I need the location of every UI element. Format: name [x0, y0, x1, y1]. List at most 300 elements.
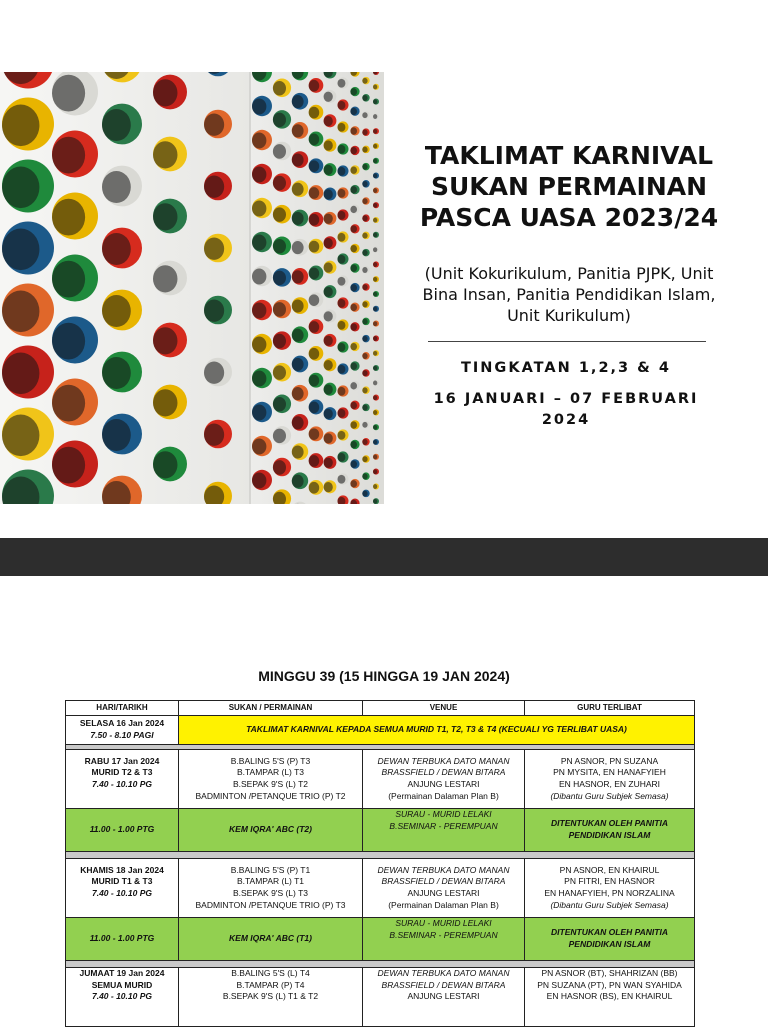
teacher-item: (Dibantu Guru Subjek Semasa) — [527, 791, 692, 803]
divider-line — [428, 341, 706, 342]
venue-item: SURAU - MURID LELAKI — [365, 918, 522, 930]
teacher-item: EN HASNOR, EN ZUHARI — [527, 779, 692, 791]
wall-hole-shadow — [52, 199, 85, 236]
wall-hole-shadow — [309, 294, 320, 306]
wall-hole-shadow — [292, 212, 304, 225]
dotted-wall-photo — [0, 72, 384, 504]
wall-hole-shadow — [373, 99, 377, 104]
wall-hole-shadow — [362, 112, 367, 118]
slide-separator-band — [0, 538, 768, 576]
title-line: PASCA UASA 2023/24 — [394, 202, 744, 233]
sports-cell — [179, 859, 363, 918]
day-label: KHAMIS 18 Jan 2024 — [68, 865, 176, 877]
day-label: RABU 17 Jan 2024 — [68, 756, 176, 768]
wall-hole-shadow — [338, 145, 346, 154]
wall-hole-shadow — [292, 95, 304, 108]
wall-hole-shadow — [338, 475, 346, 484]
wall-hole-shadow — [273, 429, 286, 444]
wall-hole-shadow — [373, 366, 377, 371]
wall-hole-shadow — [350, 167, 357, 174]
wall-hole-shadow — [204, 238, 224, 260]
teacher-item: EN HASNOR (BS), EN KHAIRUL — [527, 991, 692, 1003]
wall-hole-shadow — [292, 445, 304, 458]
venue-item: DEWAN TERBUKA DATO MANAN — [365, 968, 522, 980]
wall-hole-shadow — [102, 171, 131, 203]
venue-item: ANJUNG LESTARI — [365, 888, 522, 900]
wall-hole-shadow — [273, 302, 286, 317]
wall-hole-shadow — [252, 235, 266, 251]
wall-hole-shadow — [153, 451, 177, 478]
wall-hole-shadow — [373, 247, 377, 252]
sport-item: BADMINTON /PETANQUE TRIO (P) T3 — [181, 900, 360, 912]
wall-hole-shadow — [52, 323, 85, 360]
wall-hole-shadow — [324, 262, 333, 272]
wall-hole-shadow — [292, 270, 304, 283]
venue-cell — [363, 859, 525, 918]
table-row — [66, 968, 695, 1027]
table-row — [66, 859, 695, 918]
wall-hole-shadow — [324, 214, 333, 224]
title-line: SUKAN PERMAINAN — [394, 171, 744, 202]
wall-hole-shadow — [362, 353, 367, 359]
header-cell: HARI/TARIKH — [66, 701, 179, 716]
wall-hole-shadow — [324, 384, 333, 394]
wall-hole-shadow — [362, 473, 367, 479]
wall-hole-shadow — [52, 75, 85, 112]
wall-hole-shadow — [204, 424, 224, 446]
wall-hole-shadow — [273, 271, 286, 286]
wall-hole-shadow — [2, 415, 39, 457]
sports-cell — [179, 968, 363, 1027]
wall-hole-shadow — [204, 114, 224, 136]
teacher-item: PN ASNOR (BT), SHAHRIZAN (BB) — [527, 968, 692, 980]
wall-hole-shadow — [309, 375, 320, 387]
wall-hole-shadow — [292, 329, 304, 342]
wall-hole-shadow — [362, 284, 367, 290]
wall-hole-shadow — [52, 261, 85, 298]
tingkatan-label: TINGKATAN 1,2,3 & 4 — [416, 358, 716, 379]
wall-hole-shadow — [350, 147, 357, 154]
venue-cell — [363, 809, 525, 852]
wall-hole-shadow — [309, 268, 320, 280]
teacher-cell — [525, 968, 695, 1027]
wall-hole-shadow — [350, 441, 357, 448]
table-row — [66, 716, 695, 745]
venue-item: (Permainan Dalaman Plan B) — [365, 900, 522, 912]
table-row — [66, 750, 695, 809]
wall-hole-shadow — [292, 241, 304, 254]
wall-hole-shadow — [350, 186, 357, 193]
subtitle-line: (Unit Kokurikulum, Panitia PJPK, Unit — [394, 263, 744, 284]
wall-hole-shadow — [350, 88, 357, 95]
wall-hole-shadow — [350, 206, 357, 213]
wall-hole-shadow — [153, 389, 177, 416]
wall-hole-shadow — [362, 129, 367, 135]
wall-hole-shadow — [338, 101, 346, 110]
wall-hole-shadow — [52, 137, 85, 174]
date-line: 2024 — [416, 410, 716, 431]
wall-hole-shadow — [324, 458, 333, 468]
wall-hole-shadow — [273, 239, 286, 254]
wall-hole-shadow — [324, 189, 333, 199]
wall-hole-shadow — [350, 127, 357, 134]
wall-hole-shadow — [338, 299, 346, 308]
wall-hole-shadow — [2, 353, 39, 395]
group-label: SEMUA MURID — [68, 980, 176, 992]
day-cell — [66, 968, 179, 1027]
schedule-slide — [0, 576, 768, 1024]
title-block — [394, 140, 744, 326]
wall-hole-shadow — [252, 269, 266, 285]
schedule-table — [65, 700, 695, 1027]
wall-hole-shadow — [102, 357, 131, 389]
wall-hole-shadow — [338, 321, 346, 330]
wall-hole-shadow — [309, 402, 320, 414]
wall-hole-shadow — [324, 287, 333, 297]
sport-item: B.TAMPAR (L) T1 — [181, 876, 360, 888]
wall-hole-shadow — [362, 250, 367, 256]
subtitle-line: Bina Insan, Panitia Pendidikan Islam, — [394, 284, 744, 305]
table-header-row — [66, 701, 695, 716]
wall-hole-shadow — [102, 233, 131, 265]
wall-hole-shadow — [350, 343, 357, 350]
wall-hole-shadow — [309, 80, 320, 92]
sport-item: B.BALING 5'S (L) T4 — [181, 968, 360, 980]
venue-item: DEWAN TERBUKA DATO MANAN — [365, 756, 522, 768]
wall-hole-shadow — [153, 203, 177, 230]
wall-hole-shadow — [350, 382, 357, 389]
teacher-item: (Dibantu Guru Subjek Semasa) — [527, 900, 692, 912]
wall-hole-shadow — [350, 245, 357, 252]
wall-hole-shadow — [373, 499, 377, 504]
date-range — [416, 389, 716, 431]
wall-hole-shadow — [292, 124, 304, 137]
row-separator — [66, 852, 695, 859]
teacher-cell — [525, 750, 695, 809]
wall-hole-shadow — [373, 336, 377, 341]
wall-hole-shadow — [204, 176, 224, 198]
wall-hole-shadow — [373, 410, 377, 415]
wall-hole-shadow — [338, 277, 346, 286]
wall-hole-shadow — [252, 303, 266, 319]
wall-hole-shadow — [362, 267, 367, 273]
wall-hole-shadow — [350, 225, 357, 232]
wall-hole-shadow — [309, 134, 320, 146]
wall-hole-shadow — [338, 387, 346, 396]
wall-hole-shadow — [204, 362, 224, 384]
venue-item: BRASSFIELD / DEWAN BITARA — [365, 876, 522, 888]
wall-hole-shadow — [362, 405, 367, 411]
wall-hole-shadow — [373, 307, 377, 312]
wall-hole-shadow — [324, 92, 333, 102]
sport-item: BADMINTON /PETANQUE TRIO (P) T2 — [181, 791, 360, 803]
teacher-cell — [525, 809, 695, 852]
wall-hole-shadow — [324, 165, 333, 175]
teacher-item: PN MYSITA, EN HANAFYIEH — [527, 767, 692, 779]
wall-hole-shadow — [362, 301, 367, 307]
wall-hole-shadow — [373, 203, 377, 208]
wall-hole-shadow — [362, 198, 367, 204]
wall-hole-shadow — [324, 336, 333, 346]
table-row — [66, 918, 695, 961]
wall-hole-shadow — [350, 461, 357, 468]
wall-hole-shadow — [362, 336, 367, 342]
group-label: MURID T2 & T3 — [68, 767, 176, 779]
wall-hole-shadow — [252, 371, 266, 387]
group-label: MURID T1 & T3 — [68, 876, 176, 888]
wall-hole-shadow — [373, 144, 377, 149]
wall-hole-shadow — [350, 323, 357, 330]
wall-hole-shadow — [2, 105, 39, 147]
time-label: 7.40 - 10.10 PG — [68, 991, 176, 1003]
sport-item: B.SEPAK 9'S (L) T3 — [181, 888, 360, 900]
time-cell: 11.00 - 1.00 PTG — [66, 918, 179, 961]
wall-hole-shadow — [350, 421, 357, 428]
wall-hole-shadow — [102, 109, 131, 141]
wall-hole-shadow — [153, 79, 177, 106]
time-label: 7.50 - 8.10 PAGI — [68, 730, 176, 742]
wall-hole-shadow — [309, 482, 320, 494]
teacher-cell — [525, 859, 695, 918]
wall-hole-shadow — [273, 460, 286, 475]
subtitle-line: Unit Kurikulum) — [394, 305, 744, 326]
wall-hole-shadow — [362, 95, 367, 101]
venue-cell — [363, 918, 525, 961]
wall-hole-shadow — [338, 211, 346, 220]
sport-item: B.TAMPAR (L) T3 — [181, 767, 360, 779]
wall-hole-shadow — [153, 265, 177, 292]
venue-item: ANJUNG LESTARI — [365, 991, 522, 1003]
wall-hole-shadow — [350, 284, 357, 291]
teacher-item: DITENTUKAN OLEH PANITIA — [527, 927, 692, 939]
wall-hole-shadow — [338, 431, 346, 440]
wall-hole-shadow — [338, 233, 346, 242]
wall-hole-shadow — [309, 187, 320, 199]
wall-hole-shadow — [52, 447, 85, 484]
wall-hole-shadow — [373, 351, 377, 356]
wall-hole-shadow — [252, 167, 266, 183]
wall-hole-shadow — [338, 189, 346, 198]
time-cell: 11.00 - 1.00 PTG — [66, 809, 179, 852]
wall-hole-shadow — [373, 425, 377, 430]
wall-hole-shadow — [350, 363, 357, 370]
wall-hole-shadow — [362, 439, 367, 445]
wall-hole-shadow — [362, 147, 367, 153]
teacher-item: PN ASNOR, PN SUZANA — [527, 756, 692, 768]
organizers-subtitle — [394, 263, 744, 326]
wall-hole-shadow — [324, 482, 333, 492]
venue-cell — [363, 968, 525, 1027]
activity-cell: KEM IQRA' ABC (T2) — [179, 809, 363, 852]
wall-hole-shadow — [252, 133, 266, 149]
wall-hole-shadow — [362, 78, 367, 84]
wall-hole-shadow — [338, 255, 346, 264]
wall-hole-shadow — [273, 144, 286, 159]
wall-hole-shadow — [309, 348, 320, 360]
teacher-item: PN SUZANA (PT), PN WAN SYAHIDA — [527, 980, 692, 992]
wall-hole-shadow — [373, 277, 377, 282]
wall-hole-shadow — [324, 433, 333, 443]
wall-hole-shadow — [373, 218, 377, 223]
day-label: JUMAAT 19 Jan 2024 — [68, 968, 176, 980]
activity-cell: KEM IQRA' ABC (T1) — [179, 918, 363, 961]
wall-hole-shadow — [324, 140, 333, 150]
teacher-item: PN ASNOR, EN KHAIRUL — [527, 865, 692, 877]
wall-hole-shadow — [273, 397, 286, 412]
wall-hole-shadow — [153, 141, 177, 168]
week-title: MINGGU 39 (15 HINGGA 19 JAN 2024) — [0, 668, 768, 684]
presentation-title — [394, 140, 744, 233]
wall-hole-shadow — [324, 360, 333, 370]
date-line: 16 JANUARI – 07 FEBRUARI — [416, 389, 716, 410]
venue-item: B.SEMINAR - PEREMPUAN — [365, 821, 522, 833]
wall-hole-shadow — [373, 455, 377, 460]
day-cell — [66, 750, 179, 809]
wall-hole-shadow — [373, 395, 377, 400]
wall-hole-shadow — [292, 183, 304, 196]
venue-item: BRASSFIELD / DEWAN BITARA — [365, 767, 522, 779]
venue-item: DEWAN TERBUKA DATO MANAN — [365, 865, 522, 877]
wall-hole-shadow — [373, 85, 377, 90]
wall-hole-shadow — [102, 295, 131, 327]
wall-hole-shadow — [252, 439, 266, 455]
wall-hole-shadow — [338, 365, 346, 374]
wall-hole-shadow — [362, 319, 367, 325]
time-label: 7.40 - 10.10 PG — [68, 779, 176, 791]
sport-item: B.SEPAK 9'S (L) T1 & T2 — [181, 991, 360, 1003]
wall-hole-shadow — [362, 491, 367, 497]
wall-hole-shadow — [338, 79, 346, 88]
wall-hole-shadow — [373, 233, 377, 238]
wall-hole-shadow — [373, 469, 377, 474]
wall-hole-shadow — [309, 321, 320, 333]
wall-hole-shadow — [362, 164, 367, 170]
wall-hole-shadow — [309, 160, 320, 172]
wall-hole-shadow — [2, 291, 39, 333]
row-separator — [66, 961, 695, 968]
wall-hole-shadow — [324, 311, 333, 321]
wall-hole-shadow — [2, 167, 39, 209]
day-label: SELASA 16 Jan 2024 — [68, 718, 176, 730]
wall-hole-shadow — [324, 116, 333, 126]
teacher-item: PN FITRI, EN HASNOR — [527, 876, 692, 888]
wall-hole-shadow — [338, 409, 346, 418]
sport-item: B.TAMPAR (P) T4 — [181, 980, 360, 992]
time-label: 7.40 - 10.10 PG — [68, 888, 176, 900]
wall-hole-shadow — [338, 123, 346, 132]
wall-hole-shadow — [252, 405, 266, 421]
venue-item: B.SEMINAR - PEREMPUAN — [365, 930, 522, 942]
briefing-note: TAKLIMAT KARNIVAL KEPADA SEMUA MURID T1, T2, T3 & T4 (KECUALI YG TERLIBAT UASA) — [179, 716, 695, 745]
wall-hole-shadow — [350, 304, 357, 311]
wall-hole-shadow — [373, 292, 377, 297]
wall-hole-shadow — [373, 381, 377, 386]
venue-cell — [363, 750, 525, 809]
wall-hole-shadow — [350, 480, 357, 487]
wall-hole-shadow — [252, 99, 266, 115]
teacher-item: PENDIDIKAN ISLAM — [527, 939, 692, 951]
teacher-item: EN HANAFYIEH, PN NORZALINA — [527, 888, 692, 900]
wall-hole-shadow — [252, 473, 266, 489]
wall-hole-shadow — [309, 428, 320, 440]
wall-hole-shadow — [273, 365, 286, 380]
wall-hole-shadow — [292, 358, 304, 371]
wall-hole-shadow — [309, 241, 320, 253]
table-row — [66, 809, 695, 852]
venue-item: SURAU - MURID LELAKI — [365, 809, 522, 821]
wall-hole-shadow — [252, 201, 266, 217]
wall-hole-shadow — [373, 321, 377, 326]
wall-hole-shadow — [362, 422, 367, 428]
wall-hole-shadow — [324, 409, 333, 419]
wall-hole-shadow — [362, 181, 367, 187]
sport-item: B.BALING 5'S (P) T3 — [181, 756, 360, 768]
wall-hole-shadow — [153, 327, 177, 354]
wall-hole-shadow — [373, 114, 377, 119]
wall-hole-shadow — [273, 176, 286, 191]
wall-hole-shadow — [373, 484, 377, 489]
title-line: TAKLIMAT KARNIVAL — [394, 140, 744, 171]
wall-hole-shadow — [350, 265, 357, 272]
wall-hole-shadow — [350, 402, 357, 409]
sports-cell — [179, 750, 363, 809]
wall-hole-shadow — [273, 113, 286, 128]
day-cell — [66, 716, 179, 745]
teacher-cell — [525, 918, 695, 961]
wall-hole-shadow — [102, 419, 131, 451]
wall-hole-shadow — [350, 108, 357, 115]
wall-hole-shadow — [373, 173, 377, 178]
teacher-item: DITENTUKAN OLEH PANITIA — [527, 818, 692, 830]
sport-item: B.SEPAK 9'S (L) T2 — [181, 779, 360, 791]
venue-item: ANJUNG LESTARI — [365, 779, 522, 791]
wall-hole-shadow — [362, 233, 367, 239]
wall-hole-shadow — [52, 385, 85, 422]
wall-hole-shadow — [292, 153, 304, 166]
header-cell: SUKAN / PERMAINAN — [179, 701, 363, 716]
wall-hole-shadow — [252, 337, 266, 353]
wall-hole-shadow — [373, 159, 377, 164]
wall-hole-shadow — [362, 456, 367, 462]
wall-hole-shadow — [362, 370, 367, 376]
wall-hole-shadow — [338, 167, 346, 176]
wall-hole-shadow — [292, 387, 304, 400]
wall-hole-shadow — [204, 300, 224, 322]
wall-hole-shadow — [292, 299, 304, 312]
wall-hole-shadow — [309, 214, 320, 226]
wall-hole-shadow — [273, 207, 286, 222]
wall-hole-shadow — [324, 238, 333, 248]
header-cell: VENUE — [363, 701, 525, 716]
wall-hole-shadow — [362, 215, 367, 221]
wall-hole-shadow — [362, 387, 367, 393]
wall-hole-shadow — [292, 416, 304, 429]
wall-hole-shadow — [373, 129, 377, 134]
wall-hole-shadow — [373, 440, 377, 445]
wall-hole-shadow — [2, 229, 39, 271]
wall-hole-shadow — [292, 475, 304, 488]
wall-hole-shadow — [338, 453, 346, 462]
wall-hole-shadow — [273, 81, 286, 96]
teacher-item: PENDIDIKAN ISLAM — [527, 830, 692, 842]
wall-hole-shadow — [338, 343, 346, 352]
header-cell: GURU TERLIBAT — [525, 701, 695, 716]
day-cell — [66, 859, 179, 918]
wall-hole-shadow — [373, 262, 377, 267]
venue-item: BRASSFIELD / DEWAN BITARA — [365, 980, 522, 992]
wall-hole-shadow — [273, 334, 286, 349]
wall-hole-shadow — [309, 455, 320, 467]
